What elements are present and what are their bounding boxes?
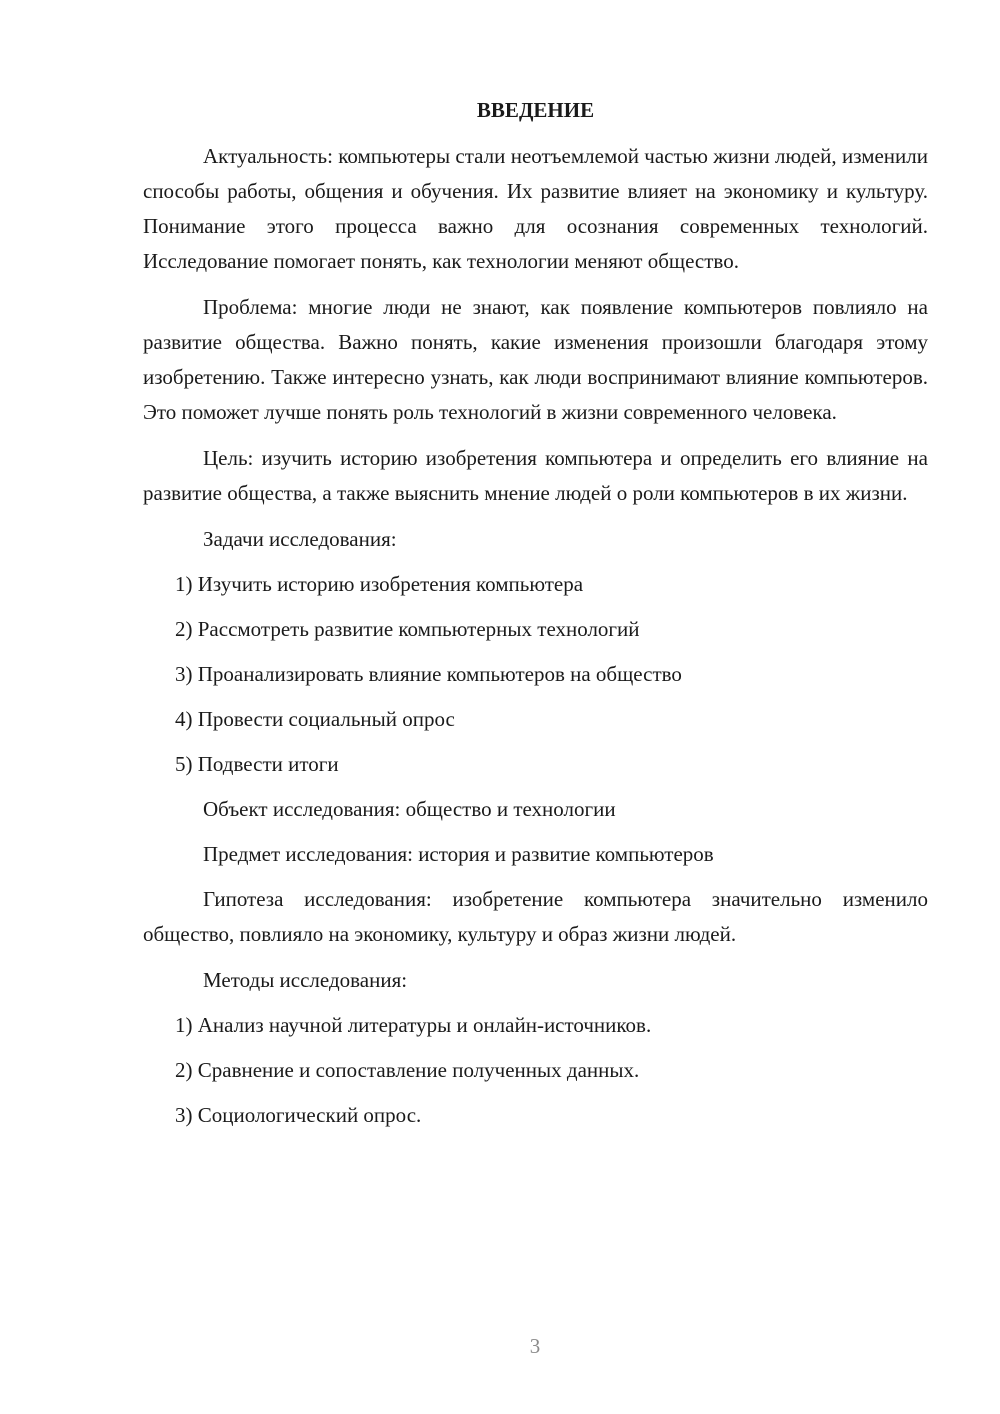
method-item: 3) Социологический опрос. [175, 1103, 422, 1127]
section-title: ВВЕДЕНИЕ [476, 98, 595, 122]
task-item: 1) Изучить историю изобретения компьютера [175, 572, 584, 596]
task-item: 4) Провести социальный опрос [175, 707, 455, 731]
goal-paragraph: Цель: изучить историю изобретения компьютера и определить его влияние на развитие общества, а также выяснить мнение людей о роли компьютеров в их жизни. [143, 446, 928, 505]
task-item: 3) Проанализировать влияние компьютеров на общество [175, 662, 682, 686]
hypothesis-paragraph: Гипотеза исследования: изобретение компьютера значительно изменило общество, повлияло на экономику, культуру и образ жизни людей. [143, 887, 928, 946]
research-object: Объект исследования: общество и технологии [203, 797, 616, 821]
page-number: 3 [529, 1334, 541, 1358]
document-page [143, 90, 928, 1143]
relevance-paragraph: Актуальность: компьютеры стали неотъемлемой частью жизни людей, изменили способы работы, общения и обучения. Их развитие влияет на экономику и культуру. Понимание этого процесса важно для осознания современных технологий. Исследование помогает понять, как технологии меняют общество. [143, 144, 928, 273]
research-subject: Предмет исследования: история и развитие компьютеров [203, 842, 714, 866]
problem-paragraph: Проблема: многие люди не знают, как появление компьютеров повлияло на развитие общества. Важно понять, какие изменения произошли благодаря этому изобретению. Также интересно узнать, как люди воспринимают влияние компьютеров. Это поможет лучше понять роль технологий в жизни современного человека. [143, 295, 928, 424]
method-item: 2) Сравнение и сопоставление полученных данных. [175, 1058, 640, 1082]
tasks-heading: Задачи исследования: [203, 527, 397, 551]
task-item: 2) Рассмотреть развитие компьютерных технологий [175, 617, 640, 641]
task-item: 5) Подвести итоги [175, 752, 339, 776]
methods-heading: Методы исследования: [203, 968, 408, 992]
method-item: 1) Анализ научной литературы и онлайн-источников. [175, 1013, 652, 1037]
